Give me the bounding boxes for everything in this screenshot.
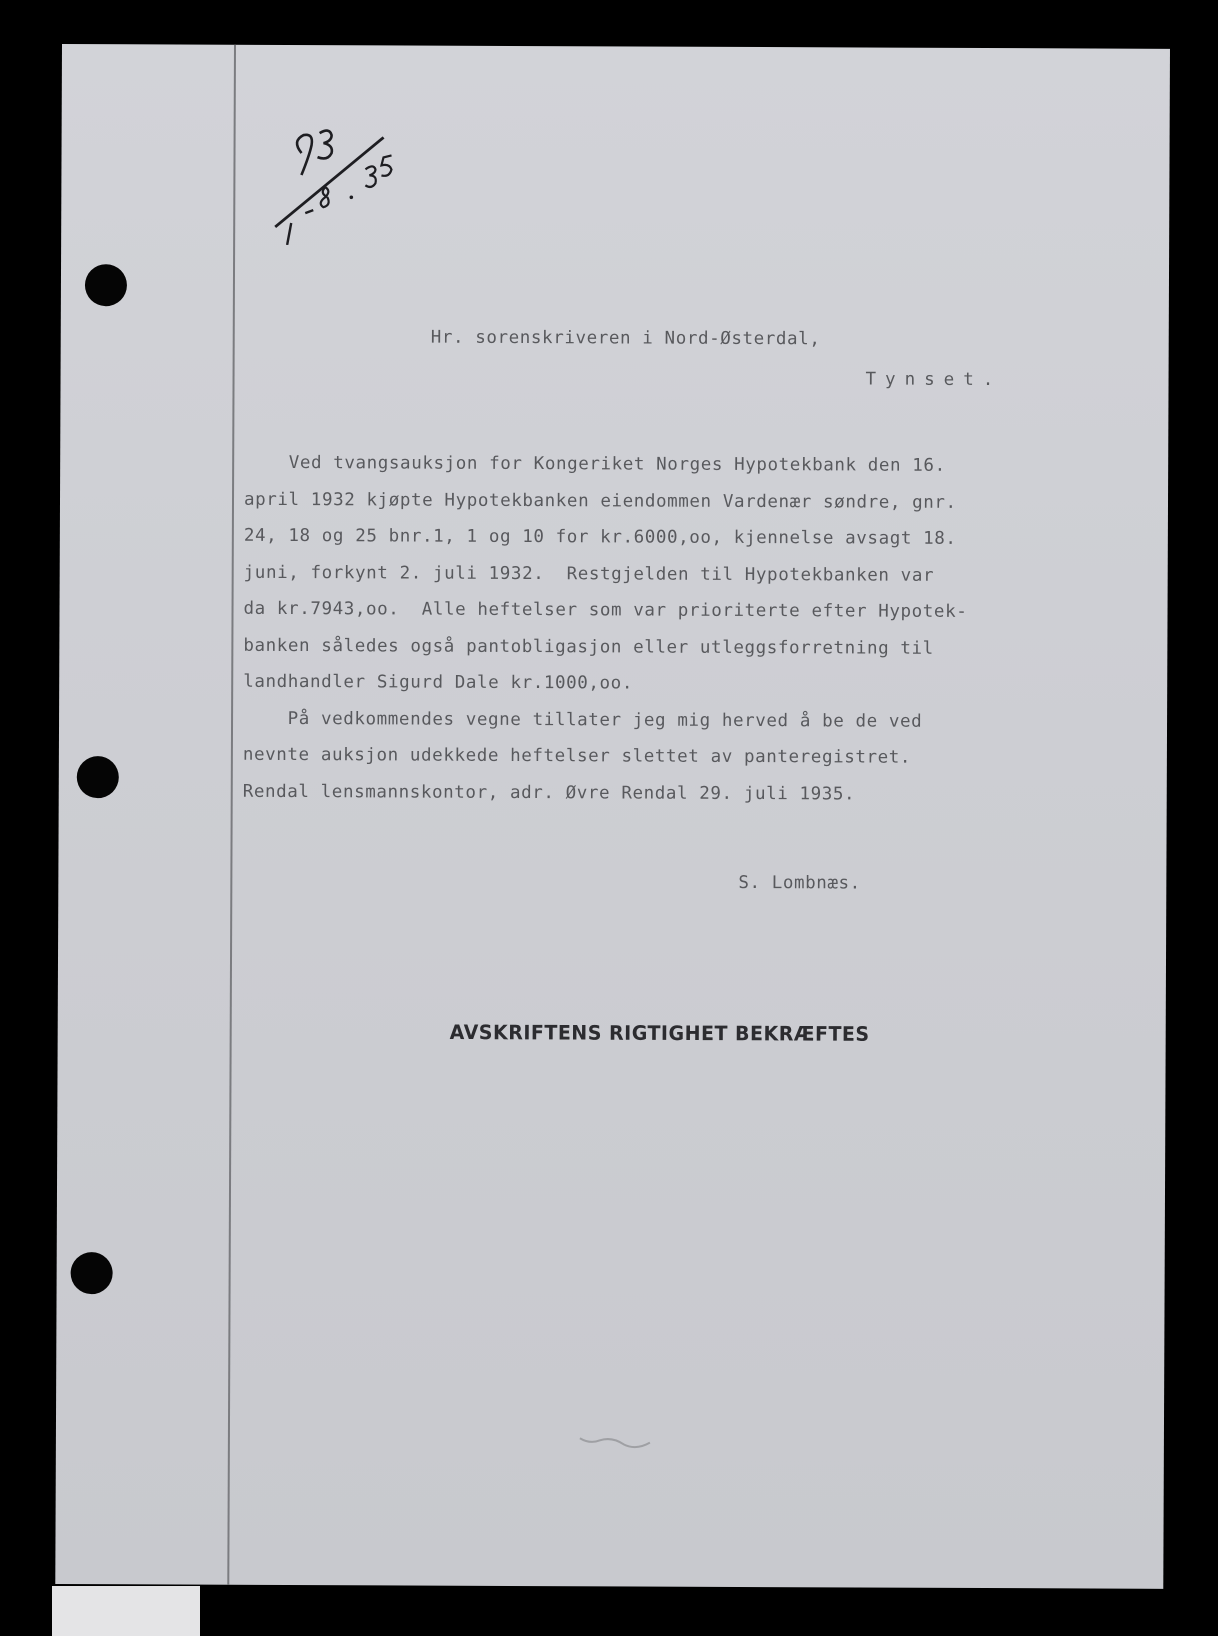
- body-line: april 1932 kjøpte Hypotekbanken eiendommen Vardenær søndre, gnr.: [243, 489, 957, 513]
- body-line: 24, 18 og 25 bnr.1, 1 og 10 for kr.6000,oo, kjennelse avsagt 18.: [243, 525, 957, 549]
- ink-smudge: [576, 1430, 656, 1450]
- paper-sheet: [55, 44, 1170, 1589]
- body-line: landhandler Sigurd Dale kr.1000,oo.: [243, 671, 634, 694]
- body-line: nevnte auksjon udekkede heftelser slettet av panteregistret.: [242, 744, 912, 768]
- addressee-line: Hr. sorenskriveren i Nord-Østerdal,: [430, 327, 821, 350]
- body-line: På vedkommendes vegne tillater jeg mig herved å be de ved: [243, 708, 923, 732]
- body-line: banken således også pantobligasjon eller utleggsforretning til: [243, 635, 934, 659]
- signature: S. Lombnæs.: [738, 872, 861, 894]
- margin-line: [227, 45, 236, 1585]
- city-line: Tynset.: [865, 369, 1003, 391]
- letter-body: [243, 445, 968, 813]
- punch-hole-top: [85, 264, 127, 306]
- body-line: Ved tvangsauksjon for Kongeriket Norges Hypotekbank den 16.: [244, 452, 946, 476]
- scan-label-strip: [52, 1586, 200, 1636]
- body-line: Rendal lensmannskontor, adr. Øvre Rendal 29. juli 1935.: [242, 781, 856, 804]
- body-line: da kr.7943,oo. Alle heftelser som var prioriterte efter Hypotek-: [243, 598, 968, 622]
- punch-hole-bottom: [71, 1252, 113, 1294]
- certification-stamp: AVSKRIFTENS RIGTIGHET BEKRÆFTES: [449, 1021, 870, 1047]
- handwritten-annotation: [273, 115, 404, 246]
- punch-hole-middle: [77, 756, 119, 798]
- body-line: juni, forkynt 2. juli 1932. Restgjelden til Hypotekbanken var: [243, 562, 935, 586]
